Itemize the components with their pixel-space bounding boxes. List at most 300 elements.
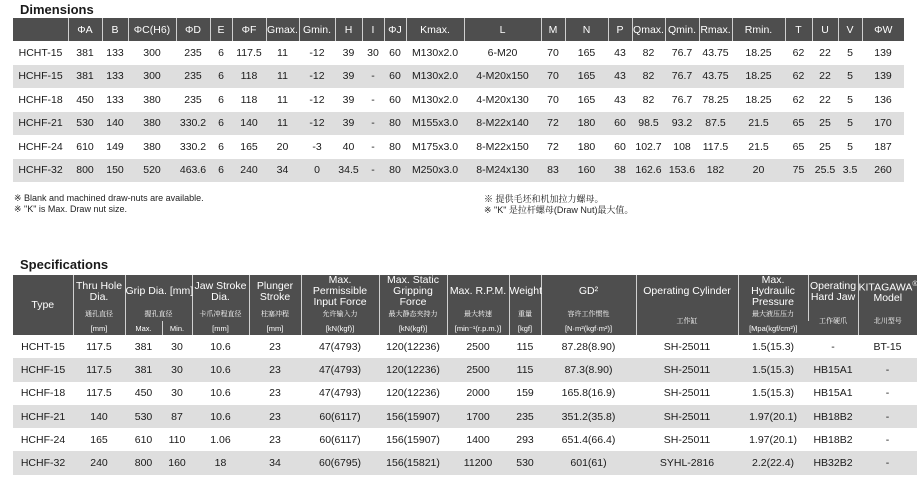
dim-col-header: ΦJ bbox=[384, 18, 406, 41]
table-cell: 62 bbox=[785, 88, 812, 112]
notes-english bbox=[14, 193, 204, 215]
table-cell: 70 bbox=[541, 41, 565, 65]
table-cell: 165 bbox=[565, 65, 608, 89]
table-cell: 450 bbox=[125, 382, 162, 405]
table-cell: 1.5(15.3) bbox=[738, 358, 808, 381]
table-cell: 162.6 bbox=[632, 159, 665, 183]
table-cell: 62 bbox=[785, 65, 812, 89]
table-cell: 23 bbox=[249, 358, 301, 381]
table-cell: 11200 bbox=[447, 451, 509, 474]
table-cell: 34 bbox=[249, 451, 301, 474]
table-cell: 115 bbox=[509, 335, 541, 358]
table-cell: 21.5 bbox=[732, 135, 785, 159]
table-cell: SH-25011 bbox=[636, 358, 738, 381]
hard-jaw-zh: 工作硬爪 bbox=[808, 308, 858, 335]
table-cell: 381 bbox=[125, 358, 162, 381]
table-cell: 39 bbox=[335, 88, 362, 112]
table-cell: 1400 bbox=[447, 428, 509, 451]
table-cell: - bbox=[858, 382, 917, 405]
table-cell: M175x3.0 bbox=[406, 135, 464, 159]
table-cell: 235 bbox=[176, 41, 210, 65]
dim-col-header bbox=[13, 18, 68, 41]
dim-col-header: N bbox=[565, 18, 608, 41]
table-cell: 110 bbox=[162, 428, 192, 451]
table-cell: 133 bbox=[102, 88, 128, 112]
table-cell: 4-M20x130 bbox=[464, 88, 541, 112]
table-cell: 23 bbox=[249, 405, 301, 428]
table-cell: 10.6 bbox=[192, 358, 249, 381]
table-cell: 38 bbox=[608, 159, 632, 183]
table-row bbox=[13, 159, 904, 183]
table-cell: HB18B2 bbox=[808, 428, 858, 451]
dim-col-header: E bbox=[210, 18, 232, 41]
table-cell: 30 bbox=[162, 335, 192, 358]
table-cell: 62 bbox=[785, 41, 812, 65]
table-row bbox=[13, 451, 917, 474]
table-cell: -12 bbox=[299, 88, 335, 112]
table-cell: 11 bbox=[266, 88, 299, 112]
table-cell: 330.2 bbox=[176, 135, 210, 159]
model-zh: 北川型号 bbox=[858, 308, 917, 335]
table-cell: 39 bbox=[335, 65, 362, 89]
table-cell: 60 bbox=[384, 65, 406, 89]
table-cell: 120(12236) bbox=[379, 335, 447, 358]
table-cell: 165.8(16.9) bbox=[541, 382, 636, 405]
spec-header-zh-row bbox=[13, 308, 917, 321]
table-cell: 70 bbox=[541, 65, 565, 89]
table-cell: 800 bbox=[68, 159, 102, 183]
note-zh-k-max: ※ "K" 是拉杆螺母(Draw Nut)最大值。 bbox=[484, 205, 634, 215]
table-cell: 1.06 bbox=[192, 428, 249, 451]
note-zh-blank-nuts: ※ 提供毛坯和机加拉力螺母。 bbox=[484, 194, 604, 204]
col-cylinder: Operating Cylinder bbox=[636, 275, 738, 308]
table-cell: 140 bbox=[232, 112, 266, 136]
table-cell: 23 bbox=[249, 382, 301, 405]
table-row bbox=[13, 112, 904, 136]
table-cell: 60(6117) bbox=[301, 428, 379, 451]
row-type-cell: HCHF-18 bbox=[13, 88, 68, 112]
table-cell: - bbox=[362, 112, 384, 136]
table-cell: 60 bbox=[608, 135, 632, 159]
notes-chinese bbox=[484, 194, 633, 216]
col-grip: Grip Dia. [mm] bbox=[125, 275, 192, 308]
weight-unit: [kgf] bbox=[509, 321, 541, 335]
table-cell: 30 bbox=[162, 358, 192, 381]
table-cell: 601(61) bbox=[541, 451, 636, 474]
dim-col-header: Rmax. bbox=[699, 18, 732, 41]
table-cell: 133 bbox=[102, 65, 128, 89]
table-cell: 22 bbox=[812, 88, 838, 112]
table-cell: 293 bbox=[509, 428, 541, 451]
col-pressure: Max. Hydraulic Pressure bbox=[738, 275, 808, 308]
table-cell: 117.5 bbox=[699, 135, 732, 159]
table-row bbox=[13, 405, 917, 428]
table-cell: - bbox=[858, 358, 917, 381]
table-cell: 39 bbox=[335, 41, 362, 65]
table-cell: M130x2.0 bbox=[406, 41, 464, 65]
table-cell: 43.75 bbox=[699, 65, 732, 89]
table-cell: 133 bbox=[102, 41, 128, 65]
table-cell: 87.3(8.90) bbox=[541, 358, 636, 381]
spec-header-row bbox=[13, 275, 917, 308]
table-cell: 60 bbox=[384, 88, 406, 112]
cylinder-zh: 工作缸 bbox=[636, 308, 738, 335]
dimensions-title: Dimensions bbox=[20, 2, 94, 17]
table-cell: 118 bbox=[232, 65, 266, 89]
row-type-cell: HCHT-15 bbox=[13, 41, 68, 65]
table-row bbox=[13, 428, 917, 451]
table-cell: 165 bbox=[565, 41, 608, 65]
table-cell: M130x2.0 bbox=[406, 88, 464, 112]
table-cell: 76.7 bbox=[665, 65, 699, 89]
table-cell: 3.5 bbox=[838, 159, 862, 183]
table-cell: 93.2 bbox=[665, 112, 699, 136]
table-cell: 2500 bbox=[447, 358, 509, 381]
table-cell: 159 bbox=[509, 382, 541, 405]
table-cell: HB15A1 bbox=[808, 358, 858, 381]
table-cell: 47(4793) bbox=[301, 335, 379, 358]
dim-col-header: Qmax. bbox=[632, 18, 665, 41]
gd2-unit: [N·m²(kgf·m²)] bbox=[541, 321, 636, 335]
table-cell: 23 bbox=[249, 335, 301, 358]
table-cell: - bbox=[362, 135, 384, 159]
table-cell: 18.25 bbox=[732, 41, 785, 65]
col-model bbox=[858, 275, 917, 308]
table-cell: - bbox=[858, 405, 917, 428]
dimensions-header-row bbox=[13, 18, 904, 41]
table-cell: 351.2(35.8) bbox=[541, 405, 636, 428]
table-cell: 170 bbox=[862, 112, 904, 136]
table-row bbox=[13, 358, 917, 381]
table-cell: 43 bbox=[608, 41, 632, 65]
table-cell: 240 bbox=[73, 451, 125, 474]
table-cell: 65 bbox=[785, 112, 812, 136]
table-cell: 330.2 bbox=[176, 112, 210, 136]
plunger-zh: 柱塞冲程 bbox=[249, 308, 301, 321]
table-cell: 34 bbox=[266, 159, 299, 183]
max-input-unit: [kN(kgf)] bbox=[301, 321, 379, 335]
table-cell: - bbox=[858, 428, 917, 451]
table-cell: -3 bbox=[299, 135, 335, 159]
table-cell: 800 bbox=[125, 451, 162, 474]
table-cell: 530 bbox=[509, 451, 541, 474]
table-cell: 300 bbox=[128, 65, 176, 89]
dim-col-header: ΦD bbox=[176, 18, 210, 41]
table-cell: 5 bbox=[838, 65, 862, 89]
table-cell: SH-25011 bbox=[636, 428, 738, 451]
gd2-zh: 容许工作惯性 bbox=[541, 308, 636, 321]
row-type-cell: HCHF-24 bbox=[13, 135, 68, 159]
table-cell: 83 bbox=[541, 159, 565, 183]
grip-min-label: Min. bbox=[162, 321, 192, 335]
table-cell: 610 bbox=[125, 428, 162, 451]
table-cell: 117.5 bbox=[73, 335, 125, 358]
table-cell: 87.5 bbox=[699, 112, 732, 136]
table-cell: 1.97(20.1) bbox=[738, 405, 808, 428]
table-cell: 30 bbox=[162, 382, 192, 405]
table-cell: 20 bbox=[732, 159, 785, 183]
table-cell: - bbox=[362, 65, 384, 89]
table-cell: 160 bbox=[162, 451, 192, 474]
table-cell: 6 bbox=[210, 41, 232, 65]
table-cell: 40 bbox=[335, 135, 362, 159]
table-cell: SH-25011 bbox=[636, 335, 738, 358]
row-type-cell: HCHF-15 bbox=[13, 358, 73, 381]
plunger-unit: [mm] bbox=[249, 321, 301, 335]
thru-hole-zh: 通孔直径 bbox=[73, 308, 125, 321]
table-cell: 140 bbox=[102, 112, 128, 136]
table-cell: 25 bbox=[812, 112, 838, 136]
table-cell: 11 bbox=[266, 41, 299, 65]
table-cell: 6-M20 bbox=[464, 41, 541, 65]
table-cell: 25 bbox=[812, 135, 838, 159]
col-type: Type bbox=[13, 275, 73, 335]
table-cell: 235 bbox=[176, 88, 210, 112]
table-row bbox=[13, 88, 904, 112]
row-type-cell: HCHF-24 bbox=[13, 428, 73, 451]
table-cell: M155x3.0 bbox=[406, 112, 464, 136]
table-cell: 380 bbox=[128, 135, 176, 159]
table-cell: 10.6 bbox=[192, 335, 249, 358]
dim-col-header: ΦF bbox=[232, 18, 266, 41]
table-cell: 235 bbox=[509, 405, 541, 428]
pressure-zh: 最大液压压力 bbox=[738, 308, 808, 321]
table-cell: M250x3.0 bbox=[406, 159, 464, 183]
table-cell: 47(4793) bbox=[301, 382, 379, 405]
table-cell: SYHL-2816 bbox=[636, 451, 738, 474]
table-cell: 70 bbox=[541, 88, 565, 112]
col-plunger: Plunger Stroke bbox=[249, 275, 301, 308]
table-cell: 165 bbox=[565, 88, 608, 112]
table-cell: 76.7 bbox=[665, 88, 699, 112]
weight-zh: 重量 bbox=[509, 308, 541, 321]
table-cell: 5 bbox=[838, 112, 862, 136]
pressure-unit: [Mpa(kgf/cm²)] bbox=[738, 321, 808, 335]
table-cell: 72 bbox=[541, 135, 565, 159]
table-cell: -12 bbox=[299, 41, 335, 65]
dim-col-header: Gmin. bbox=[299, 18, 335, 41]
model-registered-mark: ® bbox=[912, 280, 918, 288]
table-cell: 139 bbox=[862, 41, 904, 65]
row-type-cell: HCHT-15 bbox=[13, 335, 73, 358]
dim-col-header: Qmin. bbox=[665, 18, 699, 41]
table-cell: 156(15907) bbox=[379, 428, 447, 451]
table-cell: 18.25 bbox=[732, 65, 785, 89]
dim-col-header: I bbox=[362, 18, 384, 41]
row-type-cell: HCHF-21 bbox=[13, 405, 73, 428]
row-type-cell: HCHF-15 bbox=[13, 65, 68, 89]
dim-col-header: T bbox=[785, 18, 812, 41]
table-cell: 11 bbox=[266, 112, 299, 136]
col-weight: Weight bbox=[509, 275, 541, 308]
table-cell: 1.5(15.3) bbox=[738, 335, 808, 358]
table-cell: 11 bbox=[266, 65, 299, 89]
table-cell: 34.5 bbox=[335, 159, 362, 183]
table-cell: 21.5 bbox=[732, 112, 785, 136]
table-cell: 8-M22x150 bbox=[464, 135, 541, 159]
dim-col-header: ΦC(H6) bbox=[128, 18, 176, 41]
table-cell: 180 bbox=[565, 112, 608, 136]
table-cell: 30 bbox=[362, 41, 384, 65]
table-row bbox=[13, 41, 904, 65]
max-static-unit: [kN(kgf)] bbox=[379, 321, 447, 335]
table-cell: 5 bbox=[838, 88, 862, 112]
dim-col-header: B bbox=[102, 18, 128, 41]
table-cell: 463.6 bbox=[176, 159, 210, 183]
table-cell: 47(4793) bbox=[301, 358, 379, 381]
table-cell: 380 bbox=[128, 88, 176, 112]
table-cell: 610 bbox=[68, 135, 102, 159]
table-cell: HB18B2 bbox=[808, 405, 858, 428]
table-cell: 153.6 bbox=[665, 159, 699, 183]
table-cell: 118 bbox=[232, 88, 266, 112]
table-cell: 120(12236) bbox=[379, 382, 447, 405]
col-gd2: GD² bbox=[541, 275, 636, 308]
table-cell: 450 bbox=[68, 88, 102, 112]
table-cell: 82 bbox=[632, 88, 665, 112]
spec-header-unit-row bbox=[13, 321, 917, 335]
table-cell: - bbox=[808, 335, 858, 358]
dim-col-header: L bbox=[464, 18, 541, 41]
table-cell: 25.5 bbox=[812, 159, 838, 183]
table-cell: 43 bbox=[608, 65, 632, 89]
table-cell: 60 bbox=[384, 41, 406, 65]
table-cell: 530 bbox=[125, 405, 162, 428]
table-cell: 182 bbox=[699, 159, 732, 183]
table-cell: 6 bbox=[210, 135, 232, 159]
dim-col-header: H bbox=[335, 18, 362, 41]
table-cell: 18.25 bbox=[732, 88, 785, 112]
table-cell: 160 bbox=[565, 159, 608, 183]
table-cell: 165 bbox=[73, 428, 125, 451]
table-cell: 1.97(20.1) bbox=[738, 428, 808, 451]
rpm-zh: 最大转速 bbox=[447, 308, 509, 321]
table-cell: 139 bbox=[862, 65, 904, 89]
table-cell: 60(6117) bbox=[301, 405, 379, 428]
table-row bbox=[13, 335, 917, 358]
table-cell: BT-15 bbox=[858, 335, 917, 358]
table-cell: SH-25011 bbox=[636, 382, 738, 405]
table-cell: 117.5 bbox=[73, 382, 125, 405]
table-cell: 80 bbox=[384, 135, 406, 159]
table-cell: 82 bbox=[632, 65, 665, 89]
table-cell: 10.6 bbox=[192, 405, 249, 428]
table-cell: 156(15821) bbox=[379, 451, 447, 474]
model-label: Model bbox=[873, 292, 903, 305]
table-cell: 165 bbox=[232, 135, 266, 159]
table-cell: 6 bbox=[210, 112, 232, 136]
table-cell: 10.6 bbox=[192, 382, 249, 405]
note-blank-nuts: ※ Blank and machined draw-nuts are available. bbox=[14, 193, 204, 203]
table-cell: 108 bbox=[665, 135, 699, 159]
table-cell: - bbox=[362, 88, 384, 112]
col-max-static: Max. Static Gripping Force bbox=[379, 275, 447, 308]
table-cell: 6 bbox=[210, 88, 232, 112]
table-cell: 72 bbox=[541, 112, 565, 136]
table-cell: M130x2.0 bbox=[406, 65, 464, 89]
table-cell: - bbox=[858, 451, 917, 474]
table-row bbox=[13, 65, 904, 89]
table-cell: 156(15907) bbox=[379, 405, 447, 428]
table-cell: 117.5 bbox=[232, 41, 266, 65]
table-cell: HB15A1 bbox=[808, 382, 858, 405]
row-type-cell: HCHF-32 bbox=[13, 159, 68, 183]
row-type-cell: HCHF-21 bbox=[13, 112, 68, 136]
table-cell: 87 bbox=[162, 405, 192, 428]
table-cell: 1.5(15.3) bbox=[738, 382, 808, 405]
table-cell: 2.2(22.4) bbox=[738, 451, 808, 474]
grip-max-label: Max. bbox=[125, 321, 162, 335]
table-cell: 43.75 bbox=[699, 41, 732, 65]
col-jaw-stroke: Jaw Stroke Dia. bbox=[192, 275, 249, 308]
table-cell: 2000 bbox=[447, 382, 509, 405]
dim-col-header: Kmax. bbox=[406, 18, 464, 41]
table-cell: -12 bbox=[299, 112, 335, 136]
table-cell: 120(12236) bbox=[379, 358, 447, 381]
table-cell: -12 bbox=[299, 65, 335, 89]
table-cell: 381 bbox=[68, 65, 102, 89]
table-cell: 98.5 bbox=[632, 112, 665, 136]
dimensions-table bbox=[13, 18, 904, 182]
dim-col-header: V bbox=[838, 18, 862, 41]
table-cell: 5 bbox=[838, 41, 862, 65]
table-cell: 381 bbox=[125, 335, 162, 358]
table-cell: 300 bbox=[128, 41, 176, 65]
col-rpm: Max. R.P.M. bbox=[447, 275, 509, 308]
max-static-zh: 最大静态夹持力 bbox=[379, 308, 447, 321]
col-thru-hole: Thru Hole Dia. bbox=[73, 275, 125, 308]
dim-col-header: Rmin. bbox=[732, 18, 785, 41]
table-cell: 43 bbox=[608, 88, 632, 112]
table-cell: 6 bbox=[210, 159, 232, 183]
table-cell: 8-M22x140 bbox=[464, 112, 541, 136]
table-cell: 140 bbox=[73, 405, 125, 428]
table-cell: 5 bbox=[838, 135, 862, 159]
dim-col-header: U bbox=[812, 18, 838, 41]
table-cell: 1700 bbox=[447, 405, 509, 428]
specifications-table bbox=[13, 275, 917, 475]
model-brand: KITAGAWA bbox=[858, 281, 913, 294]
table-cell: 150 bbox=[102, 159, 128, 183]
table-cell: 8-M24x130 bbox=[464, 159, 541, 183]
table-cell: 39 bbox=[335, 112, 362, 136]
dim-col-header: P bbox=[608, 18, 632, 41]
table-cell: 80 bbox=[384, 112, 406, 136]
table-cell: 187 bbox=[862, 135, 904, 159]
table-cell: 22 bbox=[812, 65, 838, 89]
dim-col-header: ΦW bbox=[862, 18, 904, 41]
table-cell: 651.4(66.4) bbox=[541, 428, 636, 451]
max-input-zh: 允许输入力 bbox=[301, 308, 379, 321]
table-cell: 78.25 bbox=[699, 88, 732, 112]
col-max-input: Max. Permissible Input Force bbox=[301, 275, 379, 308]
specifications-title: Specifications bbox=[20, 257, 109, 272]
table-cell: 180 bbox=[565, 135, 608, 159]
table-cell: HB32B2 bbox=[808, 451, 858, 474]
table-cell: 260 bbox=[862, 159, 904, 183]
table-cell: 60 bbox=[608, 112, 632, 136]
table-cell: 520 bbox=[128, 159, 176, 183]
note-k-max: ※ "K" is Max. Draw nut size. bbox=[14, 204, 127, 214]
thru-hole-unit: [mm] bbox=[73, 321, 125, 335]
table-cell: 4-M20x150 bbox=[464, 65, 541, 89]
table-cell: 87.28(8.90) bbox=[541, 335, 636, 358]
table-cell: 102.7 bbox=[632, 135, 665, 159]
table-cell: 381 bbox=[68, 41, 102, 65]
grip-zh: 握孔直径 bbox=[125, 308, 192, 321]
table-cell: 0 bbox=[299, 159, 335, 183]
table-cell: 22 bbox=[812, 41, 838, 65]
